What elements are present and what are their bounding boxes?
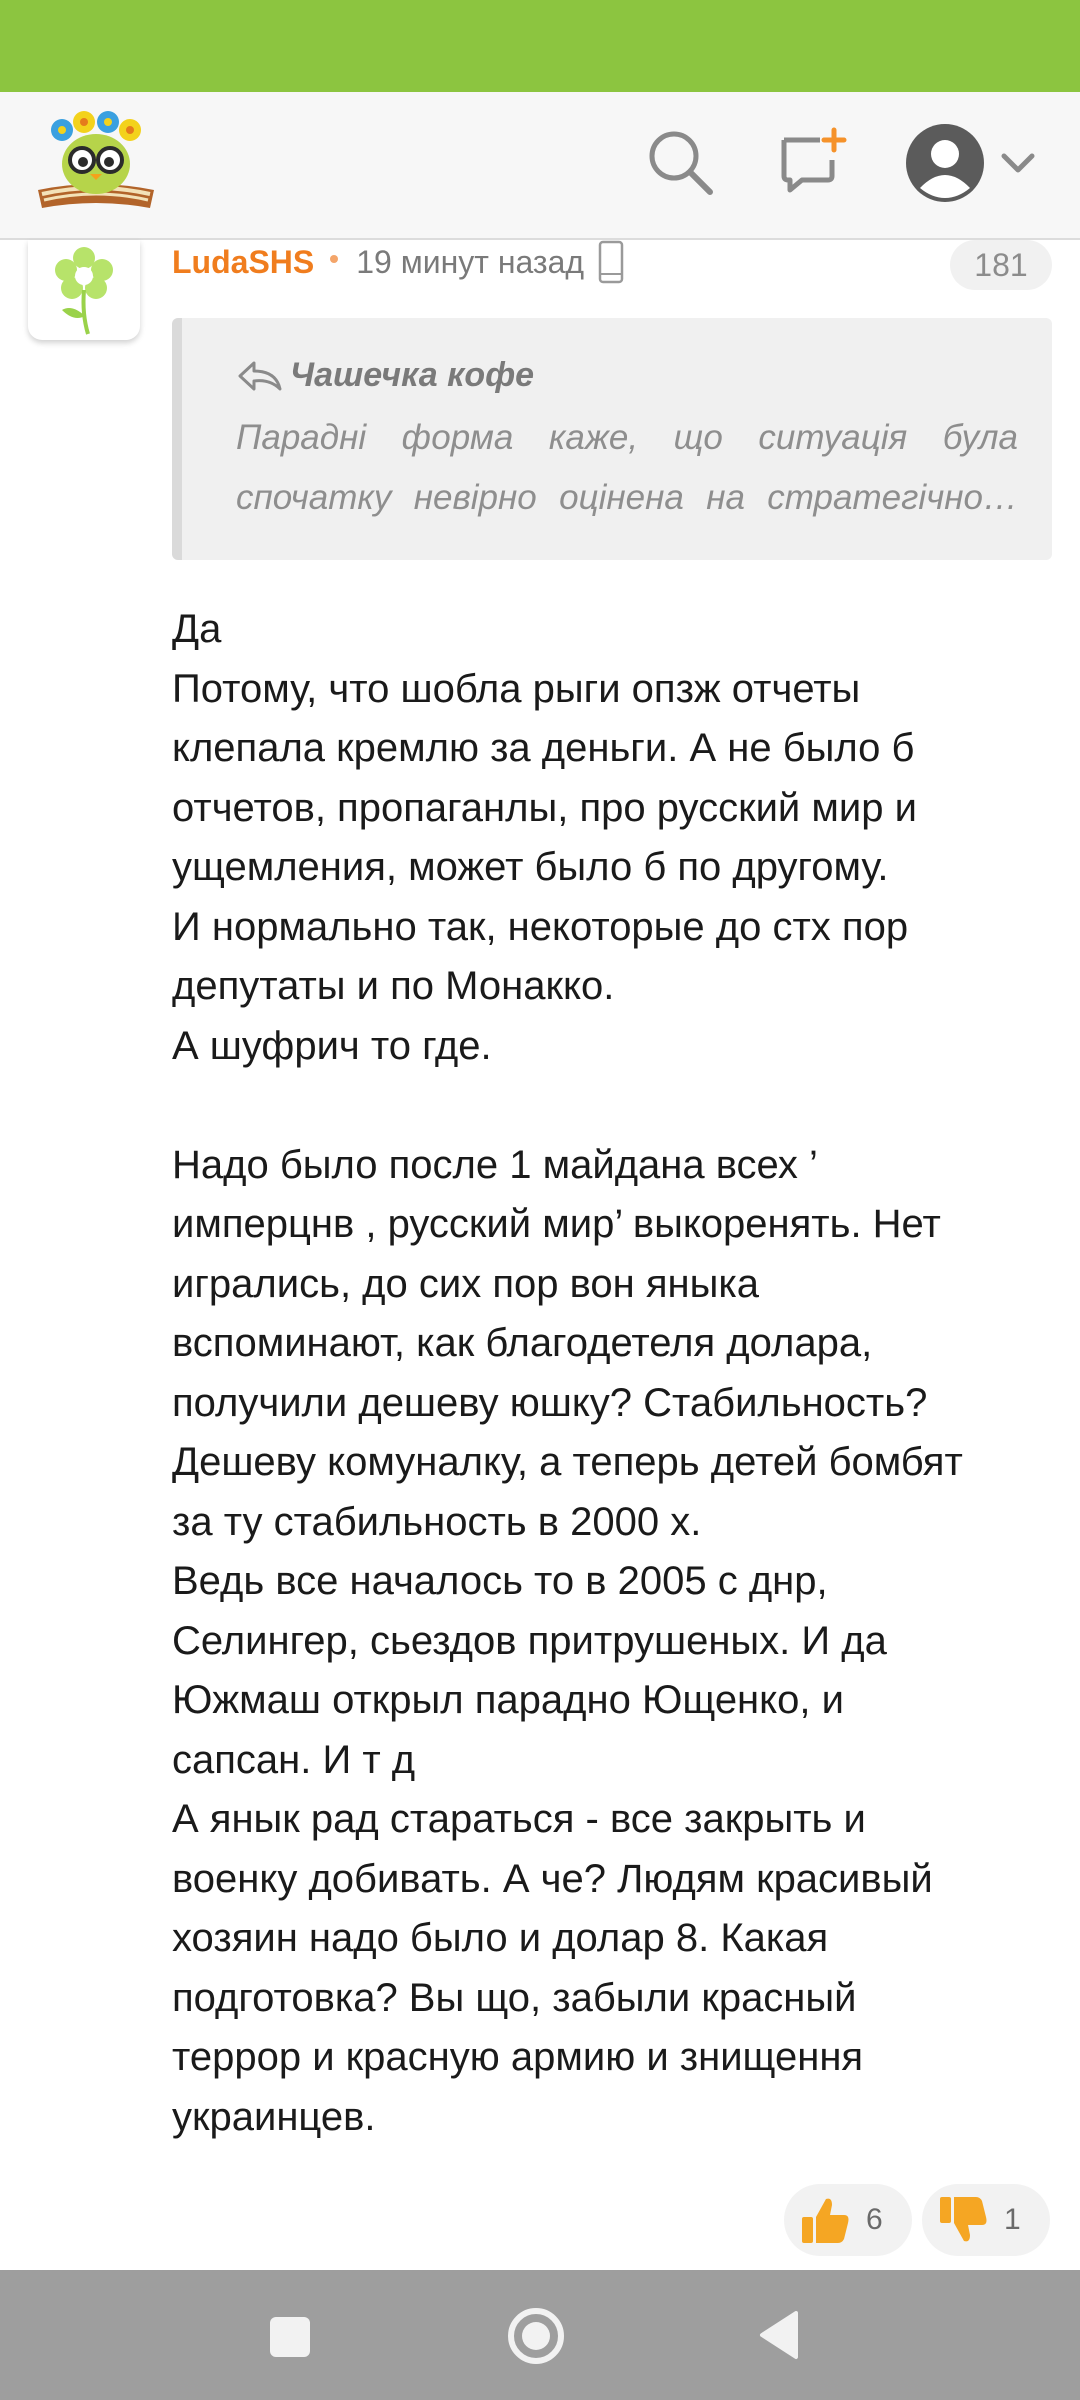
square-icon (268, 2315, 312, 2359)
new-post-icon (776, 126, 848, 198)
quote-header (236, 356, 534, 395)
online-indicator (330, 255, 338, 263)
thumbs-down-icon (936, 2193, 990, 2247)
app-header (0, 92, 1080, 240)
comment-meta (172, 240, 624, 284)
search-icon (644, 126, 716, 198)
recents-button[interactable] (250, 2302, 330, 2372)
quote-text-line: Парадні форма каже, що ситуація була (236, 418, 1018, 457)
circle-icon (506, 2306, 566, 2366)
comment-time: 19 минут назад (356, 243, 585, 280)
account-menu-button[interactable] (896, 118, 1046, 208)
dislike-count: 1 (1004, 2203, 1021, 2236)
triangle-back-icon (756, 2309, 804, 2361)
new-post-button[interactable] (772, 122, 852, 202)
comment-number-badge[interactable]: 181 (950, 240, 1052, 290)
book-owl-logo-icon (32, 108, 160, 220)
mobile-device-icon (598, 240, 624, 284)
account-icon (904, 122, 986, 204)
like-button[interactable] (784, 2184, 912, 2256)
quote-author: Чашечка кофе (290, 356, 535, 394)
user-avatar[interactable] (28, 240, 140, 340)
dislike-button[interactable] (922, 2184, 1050, 2256)
comment-author[interactable]: LudaSHS (172, 243, 315, 280)
comment (0, 240, 1080, 2270)
site-logo[interactable] (32, 108, 160, 220)
back-button[interactable] (740, 2300, 820, 2370)
system-navigation-bar (0, 2270, 1080, 2400)
thumbs-up-icon (798, 2193, 852, 2247)
comment-text: Да Потому, что шобла рыги опзж отчеты клепала кремлю за деньги. А не было б отчетов, пропаганлы, про русский мир и ущемления, может было б по другому. И нормально так, некоторые до стх пор депутаты и по Монакко. А шуфрич то где. Надо было после 1 майдана всех ’ имперцнв , русский мир’ выкоренять. Нет игрались, до сих пор вон яныка вспоминают, как благодетеля долара, получили дешеву юшку? Стабильность? Дешеву комуналку, а теперь детей бомбят за ту стабильность в 2000 х. Ведь все началось то в 2005 с днр, Селингер, сьездов притрушеных. И да Южмаш открыл парадно Ющенко, и сапсан. И т д А янык рад стараться - все закрыть и военку добивать. А че? Людям красивый хозяин надо было и долар 8. Какая подготовка? Вы що, забыли красный террор и красную армию и знищення украинцев. (172, 607, 963, 2139)
search-button[interactable] (640, 122, 720, 202)
flower-avatar-icon (44, 244, 124, 336)
quoted-comment[interactable] (172, 318, 1052, 560)
reply-arrow-icon (236, 359, 284, 393)
home-button[interactable] (496, 2296, 576, 2376)
quote-text-line: спочатку невірно оцінена на стратегічно… (236, 478, 1018, 517)
chevron-down-icon (998, 148, 1038, 178)
like-count: 6 (866, 2203, 883, 2236)
status-bar-strip (0, 0, 1080, 92)
